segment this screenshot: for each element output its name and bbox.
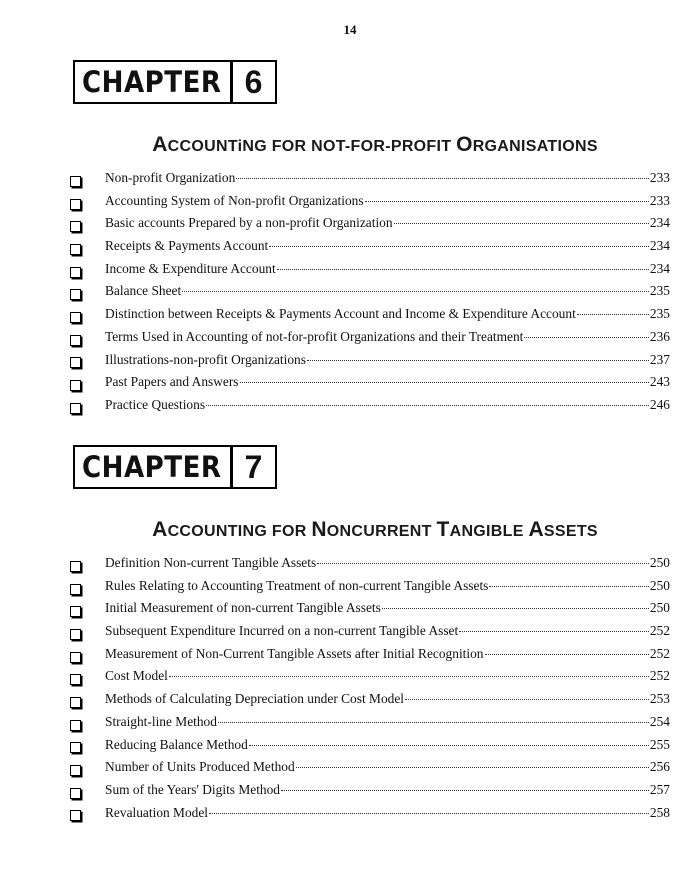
checkbox-bullet-icon (70, 629, 81, 640)
toc-entry (70, 374, 670, 397)
chapter-heading (73, 445, 277, 489)
chapter-label: CHAPTER (75, 447, 233, 487)
checkbox-bullet-icon (70, 244, 81, 255)
chapter-number: 6 (244, 63, 263, 100)
toc-entry-page: 250 (649, 600, 670, 616)
dot-leader (382, 608, 649, 609)
toc-entry (70, 283, 670, 306)
toc-entry-page: 236 (649, 328, 670, 344)
dot-leader (206, 405, 649, 406)
checkbox-bullet-icon (70, 335, 81, 346)
dot-leader (236, 178, 649, 179)
dot-leader (577, 314, 649, 315)
checkbox-bullet-icon (70, 742, 81, 753)
dot-leader (524, 337, 649, 338)
toc-entry (70, 691, 670, 714)
toc-entry-title: Sum of the Years' Digits Method (105, 781, 281, 797)
chapter-title-part: A (152, 133, 168, 156)
toc-entry-page: 234 (649, 215, 670, 231)
toc-entry-page: 246 (649, 396, 670, 412)
dot-leader (218, 722, 649, 723)
toc-entry (70, 668, 670, 691)
chapter-title-part: ONCURRENT (326, 523, 437, 540)
toc-entry (70, 623, 670, 646)
chapter-title-part: T (436, 518, 450, 541)
checkbox-bullet-icon (70, 697, 81, 708)
dot-leader (485, 654, 649, 655)
toc-entry-page: 234 (649, 260, 670, 276)
toc-entry-title: Past Papers and Answers (105, 374, 239, 390)
dot-leader (182, 291, 649, 292)
chapter-label: CHAPTER (75, 62, 233, 102)
checkbox-bullet-icon (70, 199, 81, 210)
toc-entry-title: Non-profit Organization (105, 170, 236, 185)
checkbox-bullet-icon (70, 606, 81, 617)
toc-entry-title: Reducing Balance Method (105, 736, 248, 752)
checkbox-bullet-icon (70, 765, 81, 776)
toc-entry-title: Distinction between Receipts & Payments Account and Income & Expenditure Account (105, 306, 576, 322)
toc-list (70, 555, 670, 827)
toc-entry-page: 258 (649, 804, 670, 820)
dot-leader (394, 223, 649, 224)
checkbox-bullet-icon (70, 380, 81, 391)
checkbox-bullet-icon (70, 584, 81, 595)
dot-leader (489, 586, 649, 587)
checkbox-bullet-icon (70, 176, 81, 187)
toc-entry (70, 578, 670, 601)
toc-entry (70, 306, 670, 329)
toc-entry-page: 243 (649, 374, 670, 390)
toc-entry-title: Accounting System of Non-profit Organizations (105, 192, 364, 208)
checkbox-bullet-icon (70, 788, 81, 799)
dot-leader (277, 269, 649, 270)
toc-entry-page: 235 (649, 306, 670, 322)
toc-entry-title: Number of Units Produced Method (105, 759, 295, 775)
toc-entry (70, 759, 670, 782)
toc-entry-page: 252 (649, 668, 670, 684)
toc-entry-title: Balance Sheet (105, 283, 182, 299)
checkbox-bullet-icon (70, 221, 81, 232)
toc-entry-title: Terms Used in Accounting of not-for-profit Organizations and their Treatment (105, 328, 524, 344)
dot-leader (249, 745, 649, 746)
toc-entry-title: Measurement of Non-Current Tangible Assets after Initial Recognition (105, 645, 484, 661)
toc-entry-page: 252 (649, 645, 670, 661)
toc-entry-page: 233 (649, 192, 670, 208)
dot-leader (405, 699, 649, 700)
checkbox-bullet-icon (70, 312, 81, 323)
toc-entry (70, 215, 670, 238)
toc-entry (70, 193, 670, 216)
page-number: 14 (343, 22, 357, 37)
toc-entry-page: 250 (649, 577, 670, 593)
checkbox-bullet-icon (70, 403, 81, 414)
chapter-title-part: ANGIBLE (449, 523, 529, 540)
toc-entry (70, 170, 670, 193)
dot-leader (169, 676, 649, 677)
checkbox-bullet-icon (70, 810, 81, 821)
toc-entry-page: 252 (649, 623, 670, 639)
dot-leader (269, 246, 649, 247)
chapter-title-part: CCOUNTING FOR (167, 523, 312, 540)
toc-entry-title: Rules Relating to Accounting Treatment of non-current Tangible Assets (105, 577, 489, 593)
toc-entry (70, 397, 670, 420)
chapter-title-part: A (152, 518, 168, 541)
toc-entry-title: Cost Model (105, 668, 168, 684)
toc-entry (70, 714, 670, 737)
toc-entry-page: 256 (649, 759, 670, 775)
chapter-title-part: CCOUNTiNG FOR NOT-FOR-PROFIT (167, 138, 457, 155)
toc-entry-title: Initial Measurement of non-current Tangible Assets (105, 600, 381, 616)
toc-entry (70, 261, 670, 284)
toc-entry-title: Income & Expenditure Account (105, 260, 276, 276)
checkbox-bullet-icon (70, 652, 81, 663)
toc-entry-page: 255 (649, 736, 670, 752)
toc-entry-title: Receipts & Payments Account (105, 238, 269, 254)
toc-entry-page: 237 (649, 351, 670, 367)
toc-entry (70, 555, 670, 578)
toc-entry-title: Subsequent Expenditure Incurred on a non-current Tangible Asset (105, 623, 459, 639)
toc-entry-page: 253 (649, 691, 670, 707)
chapter-title (0, 518, 700, 542)
toc-entry-title: Practice Questions (105, 396, 206, 412)
toc-list (70, 170, 670, 420)
dot-leader (307, 360, 649, 361)
chapter-title (0, 133, 700, 157)
checkbox-bullet-icon (70, 720, 81, 731)
checkbox-bullet-icon (70, 674, 81, 685)
toc-entry-page: 257 (649, 781, 670, 797)
checkbox-bullet-icon (70, 357, 81, 368)
toc-entry (70, 737, 670, 760)
toc-entry (70, 600, 670, 623)
dot-leader (281, 790, 649, 791)
toc-entry-page: 233 (649, 170, 670, 185)
dot-leader (459, 631, 649, 632)
chapter-title-part: SSETS (543, 523, 598, 540)
toc-entry-title: Revaluation Model (105, 804, 209, 820)
dot-leader (296, 767, 649, 768)
dot-leader (317, 563, 649, 564)
checkbox-bullet-icon (70, 289, 81, 300)
chapter-title-part: O (456, 133, 473, 156)
toc-entry (70, 782, 670, 805)
checkbox-bullet-icon (70, 267, 81, 278)
chapter-title-part: A (528, 518, 544, 541)
toc-entry-title: Basic accounts Prepared by a non-profit Organization (105, 215, 393, 231)
toc-entry-title: Methods of Calculating Depreciation under Cost Model (105, 691, 404, 707)
toc-entry-title: Illustrations-non-profit Organizations (105, 351, 306, 367)
toc-entry (70, 329, 670, 352)
toc-entry-page: 254 (649, 713, 670, 729)
toc-entry-page: 235 (649, 283, 670, 299)
dot-leader (240, 382, 649, 383)
chapter-title-part: N (311, 518, 327, 541)
toc-entry (70, 805, 670, 828)
toc-entry-title: Straight-line Method (105, 713, 217, 729)
toc-entry (70, 352, 670, 375)
toc-entry-title: Definition Non-current Tangible Assets (105, 555, 317, 570)
dot-leader (365, 201, 649, 202)
chapter-heading (73, 60, 277, 104)
toc-entry (70, 238, 670, 261)
toc-entry-page: 250 (649, 555, 670, 570)
chapter-title-part: RGANISATIONS (472, 138, 598, 155)
toc-entry (70, 646, 670, 669)
dot-leader (209, 813, 649, 814)
toc-entry-page: 234 (649, 238, 670, 254)
checkbox-bullet-icon (70, 561, 81, 572)
chapter-number: 7 (244, 448, 263, 485)
